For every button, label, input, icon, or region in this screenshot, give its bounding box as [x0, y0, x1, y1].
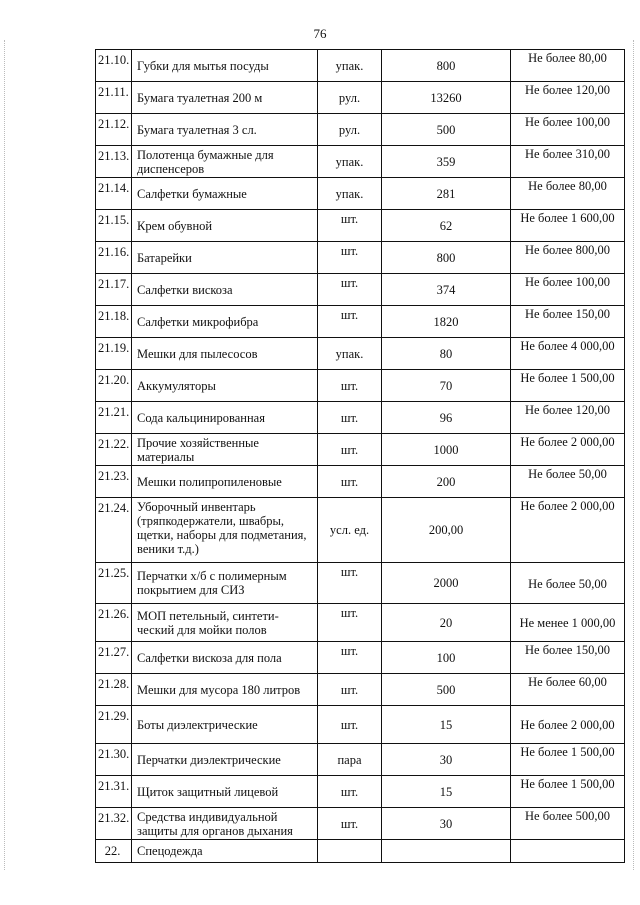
- item-unit: шт.: [318, 274, 382, 306]
- item-price: Не более 1 500,00: [511, 776, 625, 808]
- row-number: 21.23.: [96, 466, 132, 498]
- supplies-table: [95, 49, 625, 863]
- row-number: 21.22.: [96, 434, 132, 466]
- item-quantity: 15: [382, 706, 511, 744]
- item-unit: шт.: [318, 808, 382, 840]
- item-unit: шт.: [318, 434, 382, 466]
- table-row: [96, 178, 625, 210]
- scan-edge-right: [633, 40, 634, 870]
- row-number: 21.30.: [96, 744, 132, 776]
- item-price: Не более 150,00: [511, 642, 625, 674]
- item-unit: упак.: [318, 338, 382, 370]
- item-name: Полотенца бумажные для диспенсеров: [132, 146, 318, 178]
- item-quantity: 100: [382, 642, 511, 674]
- item-unit: шт.: [318, 210, 382, 242]
- item-quantity: 374: [382, 274, 511, 306]
- item-unit: [318, 840, 382, 863]
- item-unit: усл. ед.: [318, 498, 382, 563]
- row-number: 21.32.: [96, 808, 132, 840]
- item-unit: шт.: [318, 674, 382, 706]
- table-row: [96, 370, 625, 402]
- item-name: Салфетки бумажные: [132, 178, 318, 210]
- table-row: [96, 706, 625, 744]
- item-quantity: 1820: [382, 306, 511, 338]
- table-row: [96, 563, 625, 604]
- item-price: Не более 80,00: [511, 50, 625, 82]
- item-quantity: 500: [382, 114, 511, 146]
- item-name: Крем обувной: [132, 210, 318, 242]
- item-unit: шт.: [318, 402, 382, 434]
- item-price: Не более 120,00: [511, 402, 625, 434]
- item-name: Уборочный инвентарь (тряпкодержатели, швабры, щетки, наборы для подметания, веники т.д.): [132, 498, 318, 563]
- item-quantity: 30: [382, 744, 511, 776]
- table-row: [96, 776, 625, 808]
- table-row: [96, 498, 625, 563]
- item-quantity: 15: [382, 776, 511, 808]
- item-quantity: 70: [382, 370, 511, 402]
- item-unit: упак.: [318, 178, 382, 210]
- row-number: 22.: [96, 840, 132, 863]
- item-price: Не более 310,00: [511, 146, 625, 178]
- item-price: Не более 2 000,00: [511, 498, 625, 563]
- item-name: Сода кальцинированная: [132, 402, 318, 434]
- item-price: Не более 50,00: [511, 466, 625, 498]
- row-number: 21.31.: [96, 776, 132, 808]
- item-quantity: 96: [382, 402, 511, 434]
- item-price: Не более 1 500,00: [511, 744, 625, 776]
- item-quantity: 359: [382, 146, 511, 178]
- table-row: [96, 840, 625, 863]
- item-unit: упак.: [318, 146, 382, 178]
- item-name: Салфетки микрофибра: [132, 306, 318, 338]
- item-price: Не более 1 600,00: [511, 210, 625, 242]
- table-row: [96, 642, 625, 674]
- row-number: 21.19.: [96, 338, 132, 370]
- item-price: Не более 50,00: [511, 563, 625, 604]
- table-row: [96, 338, 625, 370]
- item-name: Перчатки х/б с полимерным покрытием для СИЗ: [132, 563, 318, 604]
- row-number: 21.12.: [96, 114, 132, 146]
- item-price: Не более 100,00: [511, 274, 625, 306]
- row-number: 21.21.: [96, 402, 132, 434]
- item-name: Салфетки вискоза для пола: [132, 642, 318, 674]
- item-price: Не более 2 000,00: [511, 434, 625, 466]
- item-unit: шт.: [318, 466, 382, 498]
- table-row: [96, 808, 625, 840]
- item-price: Не более 150,00: [511, 306, 625, 338]
- item-quantity: [382, 840, 511, 863]
- row-number: 21.29.: [96, 706, 132, 744]
- item-name: Салфетки вискоза: [132, 274, 318, 306]
- item-name: Щиток защитный лицевой: [132, 776, 318, 808]
- row-number: 21.13.: [96, 146, 132, 178]
- item-quantity: 20: [382, 604, 511, 642]
- table-row: [96, 82, 625, 114]
- item-unit: шт.: [318, 242, 382, 274]
- item-quantity: 500: [382, 674, 511, 706]
- item-unit: пара: [318, 744, 382, 776]
- item-name: Бумага туалетная 3 сл.: [132, 114, 318, 146]
- item-quantity: 800: [382, 242, 511, 274]
- item-name: Мешки для мусора 180 литров: [132, 674, 318, 706]
- item-name: Спецодежда: [132, 840, 318, 863]
- item-unit: шт.: [318, 776, 382, 808]
- item-name: Боты диэлектрические: [132, 706, 318, 744]
- item-price: Не менее 1 000,00: [511, 604, 625, 642]
- item-unit: шт.: [318, 563, 382, 604]
- row-number: 21.20.: [96, 370, 132, 402]
- table-row: [96, 434, 625, 466]
- item-quantity: 200: [382, 466, 511, 498]
- item-name: Перчатки диэлектрические: [132, 744, 318, 776]
- row-number: 21.24.: [96, 498, 132, 563]
- item-name: Аккумуляторы: [132, 370, 318, 402]
- item-price: Не более 100,00: [511, 114, 625, 146]
- item-quantity: 30: [382, 808, 511, 840]
- row-number: 21.10.: [96, 50, 132, 82]
- table-row: [96, 674, 625, 706]
- table-row: [96, 50, 625, 82]
- row-number: 21.17.: [96, 274, 132, 306]
- item-price: Не более 120,00: [511, 82, 625, 114]
- row-number: 21.18.: [96, 306, 132, 338]
- row-number: 21.25.: [96, 563, 132, 604]
- table-row: [96, 146, 625, 178]
- item-unit: шт.: [318, 604, 382, 642]
- item-unit: рул.: [318, 114, 382, 146]
- item-quantity: 200,00: [382, 498, 511, 563]
- item-name: Средства индивидуальной защиты для органов дыхания: [132, 808, 318, 840]
- row-number: 21.27.: [96, 642, 132, 674]
- table-row: [96, 466, 625, 498]
- item-quantity: 2000: [382, 563, 511, 604]
- item-unit: шт.: [318, 306, 382, 338]
- row-number: 21.26.: [96, 604, 132, 642]
- item-price: Не более 800,00: [511, 242, 625, 274]
- item-name: Мешки для пылесосов: [132, 338, 318, 370]
- item-quantity: 800: [382, 50, 511, 82]
- scan-edge-left: [4, 40, 5, 870]
- row-number: 21.15.: [96, 210, 132, 242]
- item-name: Губки для мытья посуды: [132, 50, 318, 82]
- item-unit: упак.: [318, 50, 382, 82]
- table-row: [96, 402, 625, 434]
- item-unit: шт.: [318, 370, 382, 402]
- item-name: Бумага туалетная 200 м: [132, 82, 318, 114]
- item-price: Не более 2 000,00: [511, 706, 625, 744]
- table-row: [96, 242, 625, 274]
- table-row: [96, 306, 625, 338]
- table-row: [96, 604, 625, 642]
- page-number: 76: [313, 26, 327, 41]
- item-price: Не более 60,00: [511, 674, 625, 706]
- item-price: Не более 80,00: [511, 178, 625, 210]
- table-row: [96, 744, 625, 776]
- item-quantity: 62: [382, 210, 511, 242]
- item-price: [511, 840, 625, 863]
- item-unit: шт.: [318, 642, 382, 674]
- table-row: [96, 114, 625, 146]
- item-quantity: 1000: [382, 434, 511, 466]
- table-row: [96, 274, 625, 306]
- item-unit: рул.: [318, 82, 382, 114]
- row-number: 21.28.: [96, 674, 132, 706]
- item-name: Мешки полипропиленовые: [132, 466, 318, 498]
- table-row: [96, 210, 625, 242]
- item-quantity: 13260: [382, 82, 511, 114]
- item-price: Не более 4 000,00: [511, 338, 625, 370]
- row-number: 21.11.: [96, 82, 132, 114]
- item-price: Не более 500,00: [511, 808, 625, 840]
- item-quantity: 80: [382, 338, 511, 370]
- item-name: Батарейки: [132, 242, 318, 274]
- row-number: 21.16.: [96, 242, 132, 274]
- item-price: Не более 1 500,00: [511, 370, 625, 402]
- item-unit: шт.: [318, 706, 382, 744]
- item-name: МОП петельный, синтети-ческий для мойки полов: [132, 604, 318, 642]
- row-number: 21.14.: [96, 178, 132, 210]
- item-quantity: 281: [382, 178, 511, 210]
- item-name: Прочие хозяйственные материалы: [132, 434, 318, 466]
